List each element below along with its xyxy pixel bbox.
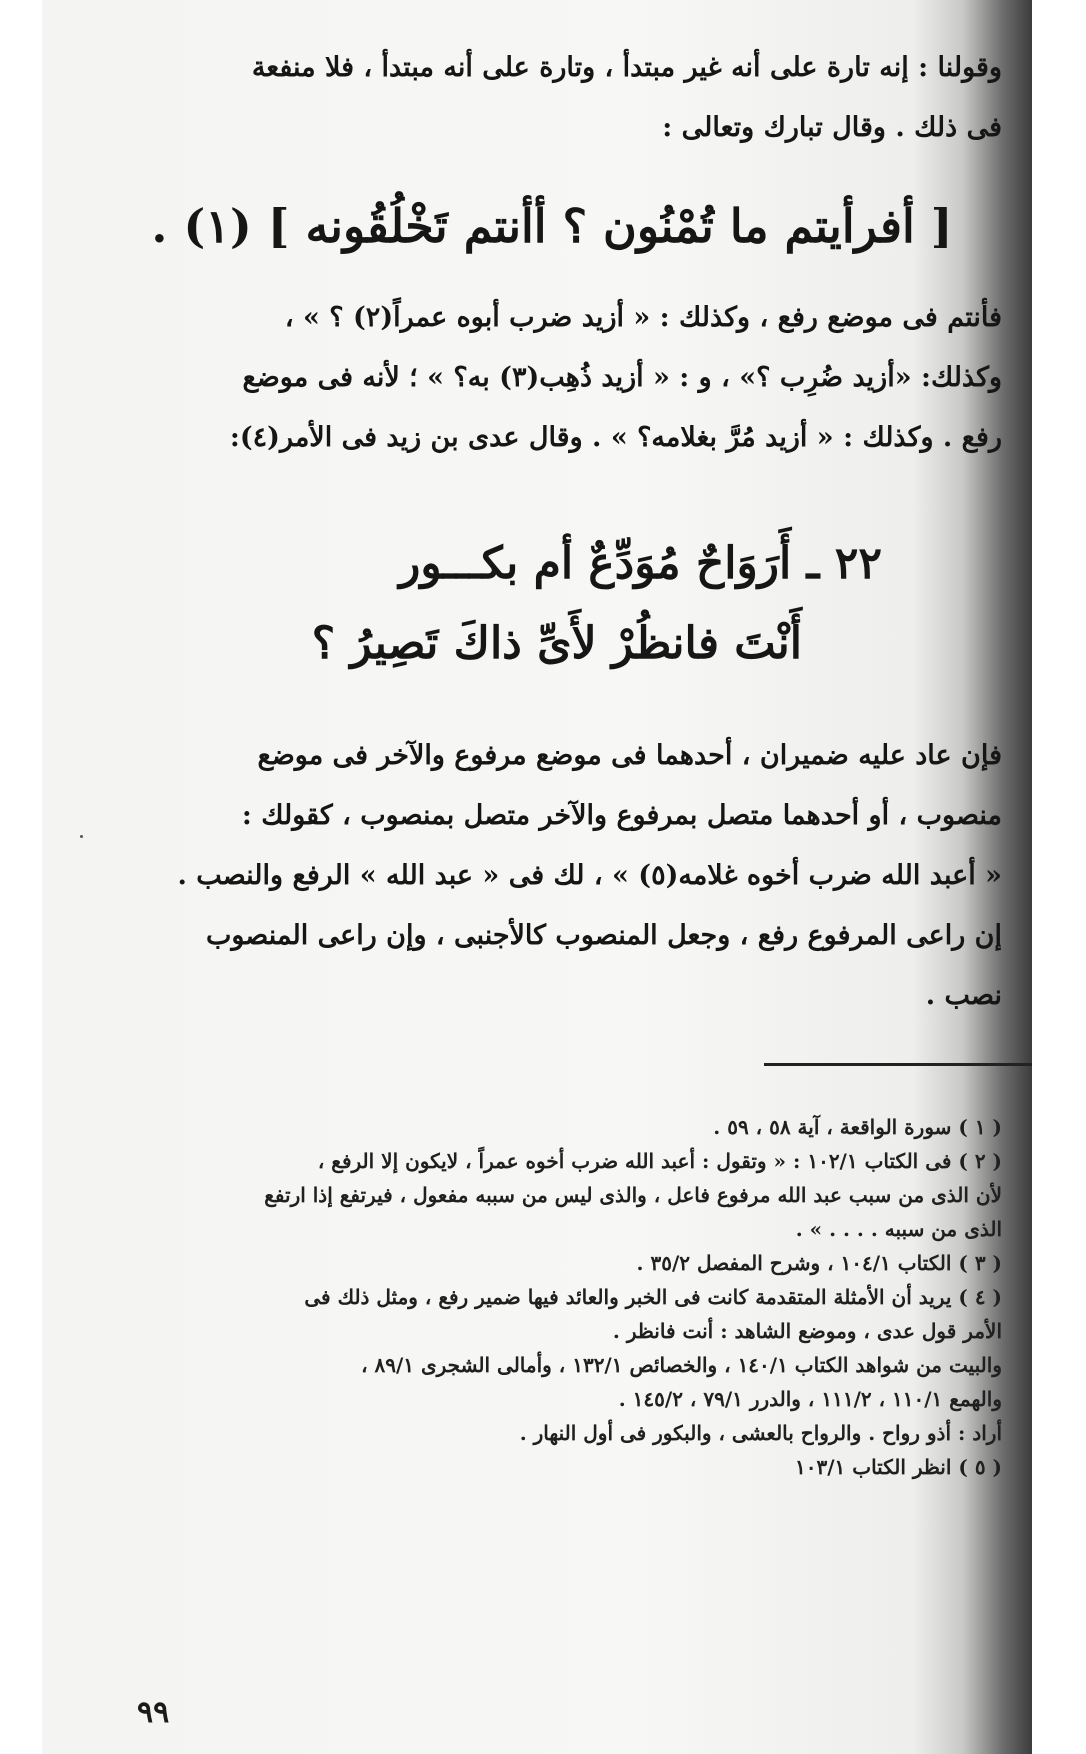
paragraph-2 [102, 726, 1002, 1026]
paragraph-line: منصوب ، أو أحدهما متصل بمرفوع والآخر متصل بمنصوب ، كقولك : [241, 800, 1002, 831]
paragraph-line: رفع . وكذلك : « أزيد مُرَّ بغلامه؟ » . وقال عدى بن زيد فى الأمر(٤): [229, 422, 1002, 453]
intro-line: وقولنا : إنه تارة على أنه غير مبتدأ ، وتارة على أنه مبتدأ ، فلا منفعة [251, 52, 1002, 83]
footnote-line: ( ٣ ) الكتاب ١٠٤/١ ، وشرح المفصل ٣٥/٢ . [636, 1251, 1002, 1275]
paragraph-line: إن راعى المرفوع رفع ، وجعل المنصوب كالأجنبى ، وإن راعى المنصوب [205, 920, 1002, 951]
footnote-line: والبيت من شواهد الكتاب ١٤٠/١ ، والخصائص ١٣٢/١ ، وأمالى الشجرى ٨٩/١ ، [361, 1353, 1002, 1377]
intro-paragraph [102, 38, 1002, 158]
footnote-line: ( ٥ ) انظر الكتاب ١٠٣/١ [795, 1455, 1002, 1479]
footnote-line: ( ٢ ) فى الكتاب ١٠٢/١ : « وتقول : أعبد الله ضرب أخوه عمراً ، لايكون إلا الرفع ، [317, 1149, 1002, 1173]
book-page [42, 0, 1032, 1754]
paragraph-line: نصب . [925, 980, 1002, 1011]
paragraph-line: فإن عاد عليه ضميران ، أحدهما فى موضع مرفوع والآخر فى موضع [257, 740, 1002, 771]
footnote-line: ( ٤ ) يريد أن الأمثلة المتقدمة كانت فى الخبر والعائد فيها ضمير رفع ، ومثل ذلك فى [304, 1285, 1002, 1309]
footnote-divider [764, 1063, 1032, 1066]
footnote-line: لأن الذى من سبب عبد الله مرفوع فاعل ، والذى ليس من سببه مفعول ، فيرتفع إذا ارتفع [264, 1183, 1002, 1207]
quran-verse: [ أفرأيتم ما تُمْنُون ؟ أأنتم تَخْلُقُونه ] (١) . [151, 199, 953, 253]
footnote-line: والهمع ١١٠/١ ، ١١١/٢ ، والدرر ٧٩/١ ، ١٤٥/٢ . [618, 1387, 1002, 1411]
paragraph-line: وكذلك: «أزيد ضُرِب ؟» ، و : « أزيد ذُهِب(٣) به؟ » ؛ لأنه فى موضع [242, 362, 1002, 393]
intro-line: فى ذلك . وقال تبارك وتعالى : [662, 112, 1002, 143]
footnote-line: أراد : أذو رواح . والرواح بالعشى ، والبكور فى أول النهار . [519, 1421, 1002, 1445]
scan-speck [80, 835, 83, 838]
footnote-line: الأمر قول عدى ، وموضع الشاهد : أنت فانظر . [612, 1319, 1002, 1343]
paragraph-line: « أعبد الله ضرب أخوه غلامه(٥) » ، لك فى « عبد الله » الرفع والنصب . [177, 860, 1002, 891]
footnote-line: الذى من سببه . . . . » . [795, 1217, 1002, 1241]
poem-line-2: أَنْتَ فانظُرْ لأَىِّ ذاكَ تَصِيرُ ؟ [311, 618, 802, 669]
footnotes [102, 1110, 1002, 1484]
paragraph-line: فأنتم فى موضع رفع ، وكذلك : « أزيد ضرب أبوه عمراً(٢) ؟ » ، [284, 302, 1002, 333]
page-number: ٩٩ [137, 1695, 170, 1730]
footnote-line: ( ١ ) سورة الواقعة ، آية ٥٨ ، ٥٩ . [713, 1115, 1002, 1139]
poem-line-1: ٢٢ ـ أَرَوَاحٌ مُوَدِّعٌ أم بكـــور [399, 538, 882, 589]
paragraph-1 [102, 288, 1002, 468]
